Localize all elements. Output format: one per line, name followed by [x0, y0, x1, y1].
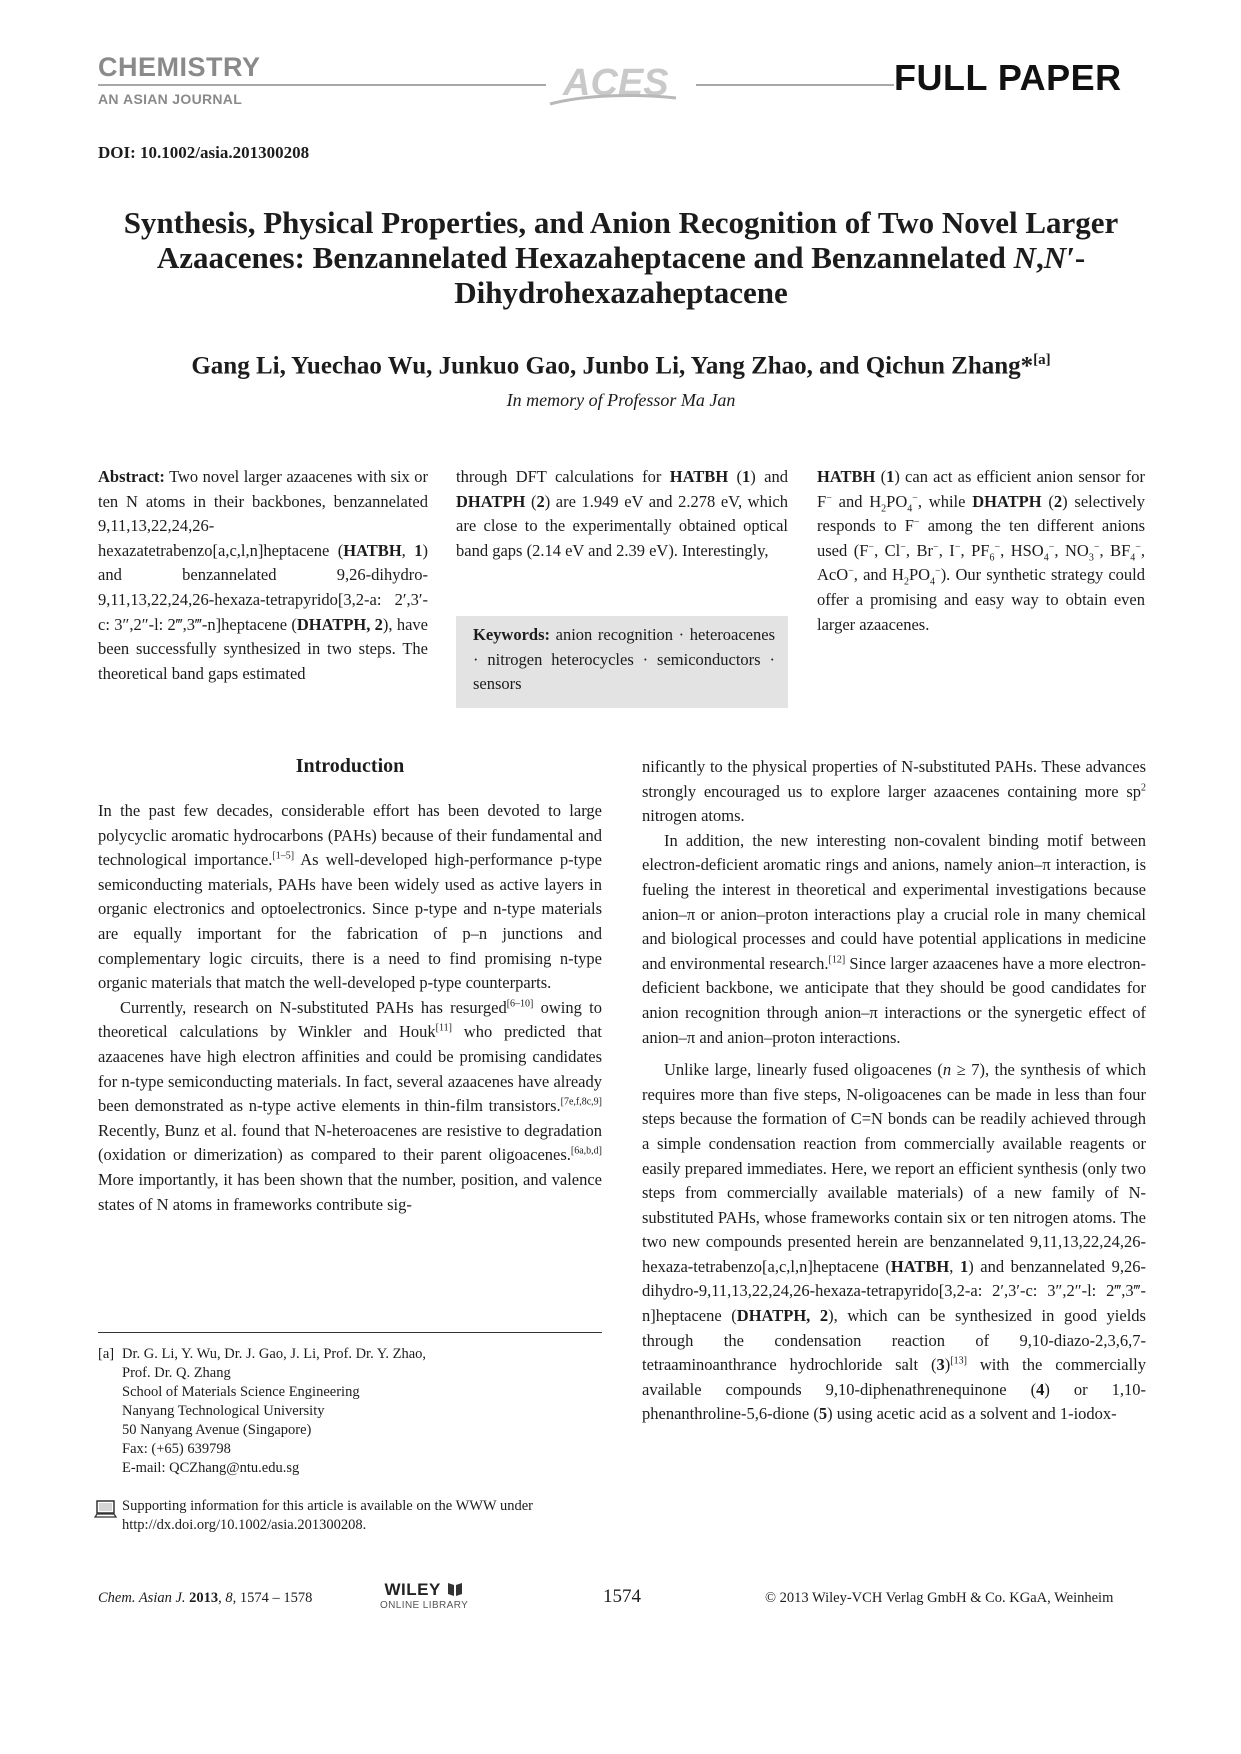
text: In the past few decades, considerable effort has been devoted to large polycyclic aromatic hydrocarbons (PAHs) because of their fundamental and technological importance.	[98, 801, 602, 870]
text: )	[944, 1355, 951, 1375]
footnote-body	[122, 1345, 618, 1478]
computer-icon	[94, 1500, 118, 1520]
text: ) and benzannelated 9,26-dihydro-9,11,13,22,24,26-hexaza-tetrapyrido[3,2-a: 2′,3′-c: 3″,2″-l: 2‴,3‴-n]heptacene (	[98, 540, 429, 634]
journal-abbrev: Chem. Asian J.	[98, 1590, 186, 1606]
section-label: FULL PAPER	[894, 57, 1122, 98]
doi: DOI: 10.1002/asia.201300208	[98, 143, 310, 162]
text: −	[954, 541, 961, 553]
text: PO	[886, 491, 908, 511]
text: −	[1135, 541, 1141, 553]
text: DHATPH, 2	[736, 1306, 829, 1326]
text: More importantly, it has been shown that the number, position, and valence states of N atoms in frameworks contribute sig-	[98, 1169, 602, 1214]
text: Currently, research on N-substituted PAHs has resurged	[120, 997, 507, 1017]
text: DHATPH	[972, 491, 1042, 511]
text: ) are 1.949 eV and 2.278 eV, which are close to the experimentally obtained optical band gaps (2.14 eV and 2.39 eV). Interestingly,	[456, 491, 788, 560]
abstract-label: Abstract:	[98, 467, 165, 486]
wiley-wordmark	[380, 1580, 468, 1600]
text: Unlike large, linearly fused oligoacenes (	[664, 1060, 943, 1080]
text: 2	[536, 491, 545, 511]
body-column-2	[642, 755, 1146, 1427]
journal-sub-c: JOURNAL	[172, 91, 243, 107]
text: (	[1041, 491, 1054, 511]
footnote-line: Prof. Dr. Q. Zhang	[122, 1365, 231, 1381]
text: PO	[908, 565, 931, 585]
aces-logo: ACES	[563, 62, 669, 104]
title-part: N′	[1043, 240, 1075, 275]
footnote-line: School of Materials Science Engineering	[122, 1384, 360, 1400]
text: ) and benzannelated 9,26-dihydro-9,11,13,22,24,26-hexaza-tetrapyrido[3,2-a: 2′,3′-c: 3″,2″-l: 2‴,3‴-n]heptacene (	[642, 1256, 1146, 1326]
copyright: © 2013 Wiley-VCH Verlag GmbH & Co. KGaA, Weinheim	[765, 1590, 1114, 1606]
citation-link[interactable]: [13]	[950, 1355, 967, 1367]
text: 3	[1088, 552, 1094, 564]
paragraph	[98, 996, 602, 1217]
wiley-logo[interactable]	[380, 1580, 468, 1611]
affiliation-footnote	[98, 1345, 618, 1478]
text: ) or 1,10-phenanthroline-5,6-dione (	[642, 1379, 1146, 1424]
text: ) can act as efficient anion sensor for F	[817, 467, 1145, 511]
text: HATBH	[669, 467, 729, 486]
text: , I	[938, 540, 955, 560]
text: ), have been successfully synthesized in two steps. The theoretical band gaps estimated	[98, 614, 428, 683]
volume: 8	[225, 1590, 233, 1606]
keywords-list: anion recognition · heteroacenes · nitrogen heterocycles · semiconductors · sensors	[473, 625, 775, 694]
text: owing to theoretical calculations by Winkler and Houk	[98, 997, 602, 1042]
text: 4	[1036, 1379, 1045, 1399]
page-number: 1574	[603, 1586, 641, 1607]
citation-link[interactable]: [12]	[828, 954, 846, 966]
text: 1	[886, 467, 895, 486]
text: ) selectively responds to F	[817, 491, 1145, 536]
footnote-line: Nanyang Technological University	[122, 1403, 325, 1419]
text: 2	[1053, 491, 1063, 511]
text: In addition, the new interesting non-covalent binding motif between electron-deficient aromatic rings and anions, namely anion–π interaction, is fueling the interest in theoretical and experimental investigations because anion–π or anion–proton interactions play a crucial role in many chemical and biological processes and could have potential applications in medicine and environmental research.	[642, 830, 1146, 973]
citation-link[interactable]: [1–5]	[272, 850, 295, 862]
text: and H	[831, 491, 882, 511]
text: with the commercially available compounds 9,10-diphenathrenequinone (	[642, 1355, 1147, 1399]
text: 4	[930, 576, 936, 588]
paragraph	[642, 1058, 1146, 1427]
text: , AcO	[817, 540, 1146, 585]
text: , PF	[960, 540, 990, 560]
text: , HSO	[1000, 540, 1044, 560]
citation-link[interactable]: [6a,b,d]	[570, 1145, 602, 1157]
text: ), which can be synthesized in good yields through the condensation reaction of 9,10-diazo-2,3,6,7-tetraaminoanthrance hydrochloride salt (	[642, 1306, 1146, 1375]
author-affiliation-mark: [a]	[1033, 352, 1051, 368]
text: ,	[949, 1256, 960, 1276]
text: nificantly to the physical properties of N-substituted PAHs. These advances strongly encouraged us to explore larger azaacenes containing more sp	[642, 757, 1146, 801]
text: 4	[1130, 552, 1136, 564]
journal-logo: CHEMISTRY	[98, 52, 261, 82]
footnote-email[interactable]: E-mail: QCZhang@ntu.edu.sg	[122, 1460, 300, 1476]
text: HATBH	[890, 1256, 950, 1276]
keywords-label: Keywords:	[473, 625, 550, 644]
text: ,	[401, 540, 415, 560]
text: through DFT calculations for	[456, 467, 670, 486]
text: , NO	[1054, 540, 1089, 560]
text: −	[868, 541, 875, 553]
abstract-column-1	[98, 465, 428, 686]
text: 1	[742, 467, 751, 486]
text: 2	[881, 502, 887, 514]
text: , Cl	[874, 540, 901, 560]
citation-link[interactable]: [11]	[435, 1022, 452, 1034]
text: 2	[903, 576, 909, 588]
abstract-column-2	[456, 465, 788, 563]
text: , Br	[905, 540, 934, 560]
footnote-line: Fax: (+65) 639798	[122, 1441, 231, 1457]
text: Since larger azaacenes have a more electron-deficient backbone, we anticipate that they should be good candidates for anion recognition through anion–π interactions or the synergetic effect of anion–π and anion–proton interactions.	[642, 953, 1146, 1047]
text: Two novel larger azaacenes with six or ten N atoms in their backbones, benzannelated 9,11,13,22,24,26-hexazatetrabenzo[a,c,l,n]heptacene (	[98, 467, 428, 560]
text: 4	[907, 502, 913, 514]
book-icon	[446, 1581, 464, 1597]
text: HATBH	[343, 540, 402, 560]
citation-link[interactable]: [7e,f,8c,9]	[560, 1096, 602, 1108]
text: 5	[818, 1404, 828, 1424]
text: , and H	[853, 565, 904, 585]
abstract-column-3	[817, 465, 1145, 637]
text: Recently, Bunz et al. found that N-heteroacenes are resistive to degradation (oxidation or dimerization) as compared to their parent oligoacenes.	[98, 1120, 602, 1165]
article-title	[98, 205, 1144, 310]
text: (	[728, 467, 743, 486]
wiley-text: WILEY	[384, 1580, 441, 1599]
aces-swoosh-icon	[548, 92, 678, 106]
text: 3	[936, 1355, 945, 1375]
dedication: In memory of Professor Ma Jan	[506, 390, 736, 410]
footnote-tag: [a]	[98, 1346, 115, 1362]
text: ) and	[750, 467, 788, 486]
text: −	[1048, 541, 1055, 553]
year: 2013	[189, 1590, 219, 1606]
paragraph	[98, 799, 602, 996]
text: −	[826, 492, 832, 504]
authors-text: Gang Li, Yuechao Wu, Junkuo Gao, Junbo Li, Yang Zhao, and Qichun Zhang*	[191, 352, 1034, 380]
text: −	[1093, 541, 1100, 553]
text: −	[913, 516, 920, 528]
pages: , 1574 – 1578	[232, 1590, 313, 1606]
citation-info: Chem. Asian J. 2013, 8, 1574 – 1578	[98, 1590, 313, 1606]
text: n	[942, 1060, 952, 1080]
text: DHATPH	[456, 491, 526, 511]
text: 1	[959, 1256, 969, 1276]
text: who predicted that azaacenes have high electron affinities and could be promising candidates for n-type semiconducting materials. In fact, several azaacenes have already been demonstrated as n-type active elements in thin-film transistors.	[98, 1022, 602, 1116]
text: ). Our synthetic strategy could offer a promising and easy way to obtain even larger azaacenes.	[817, 565, 1145, 634]
title-part: N	[1013, 240, 1036, 275]
text: among the ten different anions used (F	[817, 516, 1145, 560]
text: −	[912, 492, 918, 504]
body-column-1	[98, 799, 602, 1217]
text: −	[900, 541, 906, 553]
header-rule-left	[98, 84, 546, 86]
text: HATBH	[817, 467, 876, 486]
text: , BF	[1099, 540, 1131, 560]
citation-link[interactable]: [6–10]	[506, 998, 534, 1010]
footnote-line: Dr. G. Li, Y. Wu, Dr. J. Gao, J. Li, Prof. Dr. Y. Zhao,	[122, 1346, 427, 1362]
keywords	[473, 623, 775, 697]
text: −	[994, 541, 1001, 553]
text: 6	[989, 552, 995, 564]
text: 1	[414, 540, 423, 560]
text: nitrogen atoms.	[642, 806, 745, 826]
text: ≥ 7), the synthesis of which requires more than five steps, N-oligoacenes can be made in less than four steps because the formation of C=N bonds can be readily achieved through a simple condensation reaction from commercially available reagents or easily prepared immediates. Here, we report an efficient synthesis (only two steps from commercially available materials) of a new family of N-substituted PAHs, whose frameworks contain six or ten nitrogen atoms. The two new compounds presented herein are benzannelated 9,11,13,22,24,26-hexaza-tetrabenzo[a,c,l,n]heptacene (	[642, 1060, 1146, 1276]
text: (	[525, 491, 537, 511]
text: (	[875, 467, 887, 486]
journal-logo-subtitle	[98, 92, 242, 106]
journal-sub-b: ASIAN	[123, 91, 169, 107]
text: As well-developed high-performance p-type semiconducting materials, PAHs have been widely used as active layers in organic electronics and optoelectronics. Since p-type and n-type materials are equally important for the fabrication of p–n junctions and complementary logic circuits, there is a need to find promising n-type organic materials that match the well-developed p-type counterparts.	[98, 850, 602, 993]
wiley-subtitle: ONLINE LIBRARY	[380, 1600, 469, 1611]
text: −	[933, 541, 939, 553]
author-list	[98, 345, 1144, 381]
section-heading: Introduction	[295, 755, 405, 777]
supporting-information[interactable]: Supporting information for this article is available on the WWW under http://dx.doi.org/10.1002/asia.201300208.	[122, 1498, 533, 1533]
title-part: ,	[1035, 240, 1044, 275]
text: −	[848, 565, 854, 577]
footnote-rule	[98, 1332, 602, 1333]
text: 2	[1141, 782, 1146, 794]
text: ) using acetic acid as a solvent and 1-iodox-	[827, 1404, 1117, 1424]
title-part: -Dihydrohexazaheptacene	[454, 240, 1086, 310]
text: DHATPH, 2	[296, 614, 383, 634]
paragraph	[642, 755, 1146, 829]
text: −	[935, 565, 941, 577]
paragraph	[642, 829, 1146, 1050]
header-rule-right	[696, 84, 894, 86]
title-part: Synthesis, Physical Properties, and Anion Recognition of Two Novel Larger Azaacenes: Benzannelated Hexazaheptacene and Benzannelated	[123, 205, 1119, 275]
text: 4	[1043, 552, 1049, 564]
journal-sub-a: AN	[98, 91, 119, 107]
footnote-line: 50 Nanyang Avenue (Singapore)	[122, 1422, 312, 1438]
text: , while	[917, 491, 973, 511]
